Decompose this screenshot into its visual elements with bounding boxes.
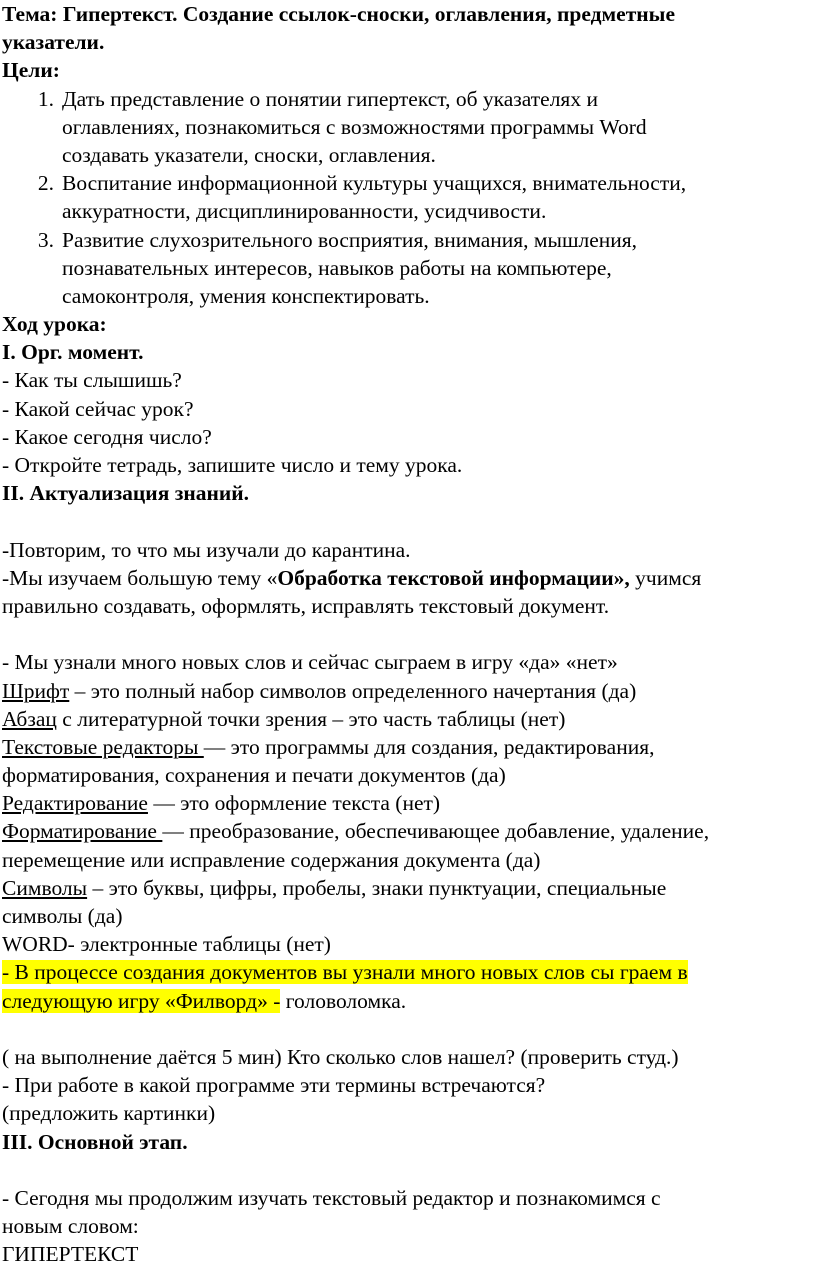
goal-text: познавательных интересов, навыков работы на компьютере, xyxy=(62,255,612,280)
question-line: - Как ты слышишь? xyxy=(2,368,182,393)
repeat-line: -Повторим, то что мы изучали до карантина. xyxy=(2,537,411,562)
term-definition: — преобразование, обеспечивающее добавление, удаление, xyxy=(162,819,710,844)
term-line-formatting xyxy=(2,817,814,845)
topic-bold: Обработка текстовой информации», xyxy=(277,565,630,590)
today-line-2: новым словом: xyxy=(2,1214,139,1239)
topic-suffix: учимся xyxy=(629,565,702,590)
topic-line xyxy=(2,564,814,592)
highlighted-line-2 xyxy=(2,987,814,1015)
goals-heading: Цели: xyxy=(2,58,60,83)
goal-number: 3. xyxy=(37,227,54,252)
term-word: Шрифт xyxy=(2,678,70,703)
term-word: Текстовые редакторы xyxy=(2,734,204,759)
blank-line xyxy=(2,1015,814,1043)
stage-1-heading: I. Орг. момент. xyxy=(2,340,144,365)
title-line-1: Тема: Гипертекст. Создание ссылок-сноски, оглавления, предметные xyxy=(2,2,675,26)
term-definition-continued: форматирования, сохранения и печати документов (да) xyxy=(2,763,506,788)
keyword: ГИПЕРТЕКСТ xyxy=(2,1242,139,1267)
question-line: - Какое сегодня число? xyxy=(2,424,212,449)
term-definition: с литературной точки зрения – это часть таблицы (нет) xyxy=(56,706,566,731)
goal-number: 1. xyxy=(37,86,54,111)
blank-line xyxy=(2,620,814,648)
game-intro: - Мы узнали много новых слов и сейчас сыграем в игру «да» «нет» xyxy=(2,650,618,675)
blank-line xyxy=(2,507,814,535)
term-definition-continued: перемещение или исправление содержания документа (да) xyxy=(2,847,541,872)
pictures-line: (предложить картинки) xyxy=(2,1101,216,1126)
goal-text: оглавлениях, познакомиться с возможностями программы Word xyxy=(62,114,647,139)
topic-prefix: -Мы изучаем большую тему « xyxy=(2,565,278,590)
term-word: Абзац xyxy=(2,706,57,731)
question-line: - При работе в какой программе эти термины встречаются? xyxy=(2,1073,546,1098)
term-definition: – это полный набор символов определенного начертания (да) xyxy=(69,678,637,703)
term-word: Форматирование xyxy=(2,819,163,844)
term-line-editors xyxy=(2,733,814,761)
term-word: Редактирование xyxy=(2,791,148,816)
highlighted-line-1 xyxy=(2,958,814,986)
term-line-paragraph xyxy=(2,705,814,733)
goal-text: создавать указатели, сноски, оглавления. xyxy=(62,142,436,167)
term-definition: — это программы для создания, редактирования, xyxy=(203,734,655,759)
term-line-font xyxy=(2,677,814,705)
blank-line xyxy=(2,1156,814,1184)
goal-item-1 xyxy=(2,85,814,113)
goal-item-2 xyxy=(2,169,814,197)
term-line-editing xyxy=(2,789,814,817)
question-line: - Откройте тетрадь, запишите число и тему урока. xyxy=(2,453,463,477)
goal-text: Дать представление о понятии гипертекст, об указателях и xyxy=(62,86,598,111)
goal-item-3 xyxy=(2,226,814,254)
term-line-word: WORD- электронные таблицы (нет) xyxy=(2,932,331,957)
question-line: - Какой сейчас урок? xyxy=(2,396,194,421)
document-page xyxy=(2,0,814,1268)
timing-line: ( на выполнение даётся 5 мин) Кто сколько слов нашел? (проверить студ.) xyxy=(2,1044,679,1069)
lesson-heading: Ход урока: xyxy=(2,312,107,337)
today-line-1: - Сегодня мы продолжим изучать текстовый редактор и познакомимся с xyxy=(2,1185,661,1210)
term-line-symbols xyxy=(2,874,814,902)
goal-text: Воспитание информационной культуры учащихся, внимательности, xyxy=(62,171,687,196)
term-definition-continued: символы (да) xyxy=(2,904,123,928)
term-word: Символы xyxy=(2,875,88,900)
stage-3-heading: III. Основной этап. xyxy=(2,1129,188,1154)
goal-text: Развитие слухозрительного восприятия, внимания, мышления, xyxy=(62,227,638,252)
title-line-2: указатели. xyxy=(2,30,105,55)
topic-line-2: правильно создавать, оформлять, исправлять текстовый документ. xyxy=(2,593,610,618)
goal-text: самоконтроля, умения конспектировать. xyxy=(62,283,430,308)
goal-text: аккуратности, дисциплинированности, усидчивости. xyxy=(62,199,547,224)
puzzle-label: головоломка. xyxy=(280,988,407,1013)
highlighted-text: следующую игру «Филворд» - xyxy=(2,988,281,1013)
goal-number: 2. xyxy=(37,171,54,196)
term-definition: – это буквы, цифры, пробелы, знаки пунктуации, специальные xyxy=(87,875,667,900)
term-definition: — это оформление текста (нет) xyxy=(147,791,441,816)
stage-2-heading: II. Актуализация знаний. xyxy=(2,481,250,506)
highlighted-text: - В процессе создания документов вы узнали много новых слов сы граем в xyxy=(2,960,688,985)
